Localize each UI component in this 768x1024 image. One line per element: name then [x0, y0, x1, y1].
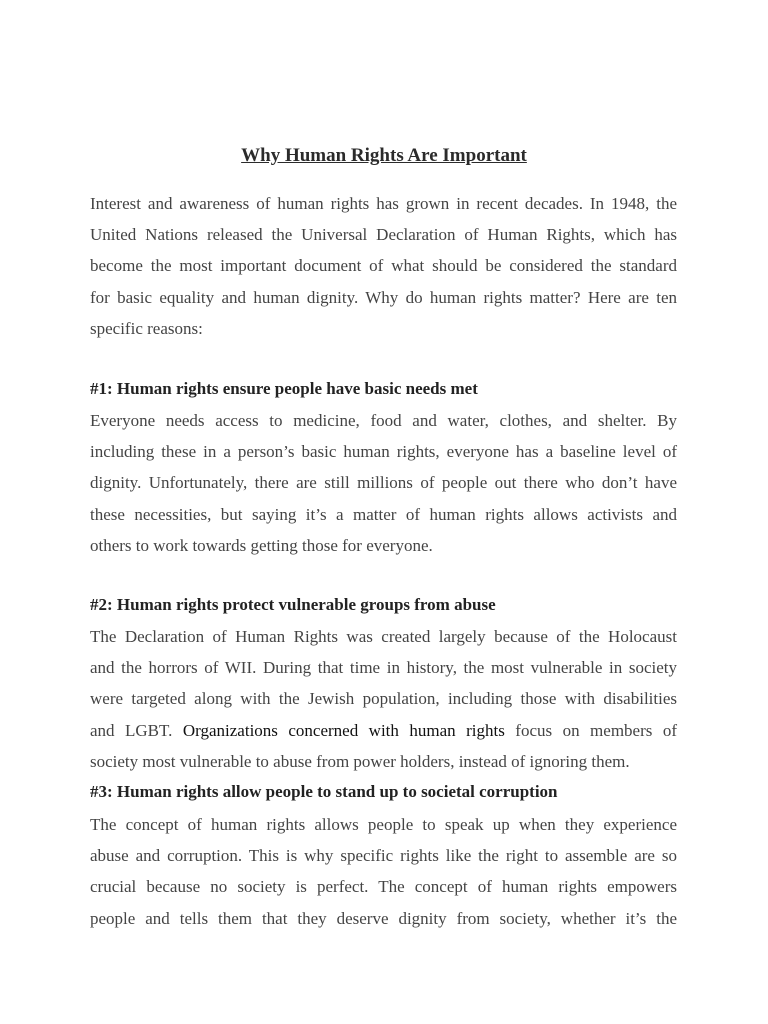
paragraph-line: society most vulnerable to abuse from power holders, instead of ignoring them.: [90, 751, 630, 771]
section-heading-3: #3: Human rights allow people to stand up to societal corruption: [90, 782, 558, 801]
paragraph-line: were targeted along with the Jewish population, including those with disabilities: [90, 689, 677, 709]
paragraph-line: abuse and corruption. This is why specific rights like the right to assemble are so: [90, 846, 677, 866]
paragraph-line: United Nations released the Universal Declaration of Human Rights, which has: [90, 225, 677, 245]
paragraph-line-with-link: [90, 715, 677, 746]
line-text-after-link: focus on members of: [515, 720, 677, 740]
paragraph-line: become the most important document of what should be considered the standard: [90, 256, 677, 276]
paragraph-line: these necessities, but saying it’s a matter of human rights allows activists and: [90, 504, 677, 524]
organizations-link[interactable]: Organizations concerned with human rights: [182, 720, 505, 740]
paragraph-line: and the horrors of WII. During that time in history, the most vulnerable in society: [90, 658, 677, 678]
paragraph-line: including these in a person’s basic human rights, everyone has a baseline level of: [90, 442, 677, 462]
paragraph-line: others to work towards getting those for everyone.: [90, 535, 433, 555]
paragraph-line: dignity. Unfortunately, there are still millions of people out there who don’t have: [90, 473, 677, 493]
intro-paragraph: [90, 188, 677, 344]
paragraph-line: Everyone needs access to medicine, food and water, clothes, and shelter. By: [90, 411, 677, 430]
line-text-before-link: and LGBT.: [90, 720, 173, 740]
paragraph-line: for basic equality and human dignity. Why do human rights matter? Here are ten: [90, 287, 677, 307]
paragraph-line: specific reasons:: [90, 318, 203, 338]
paragraph-line: people and tells them that they deserve dignity from society, whether it’s the: [90, 908, 677, 928]
paragraph-line: Interest and awareness of human rights has grown in recent decades. In 1948, the: [90, 194, 677, 213]
section-1-paragraph: [90, 405, 677, 561]
section-3-paragraph: [90, 809, 677, 934]
paragraph-line: The concept of human rights allows people to speak up when they experience: [90, 815, 677, 834]
section-2-paragraph: [90, 621, 677, 777]
section-heading-1: #1: Human rights ensure people have basic needs met: [90, 379, 478, 398]
paragraph-line: The Declaration of Human Rights was created largely because of the Holocaust: [90, 627, 677, 646]
page-title: Why Human Rights Are Important: [241, 145, 527, 166]
section-heading-2: #2: Human rights protect vulnerable groups from abuse: [90, 595, 496, 614]
paragraph-line: crucial because no society is perfect. The concept of human rights empowers: [90, 877, 677, 897]
